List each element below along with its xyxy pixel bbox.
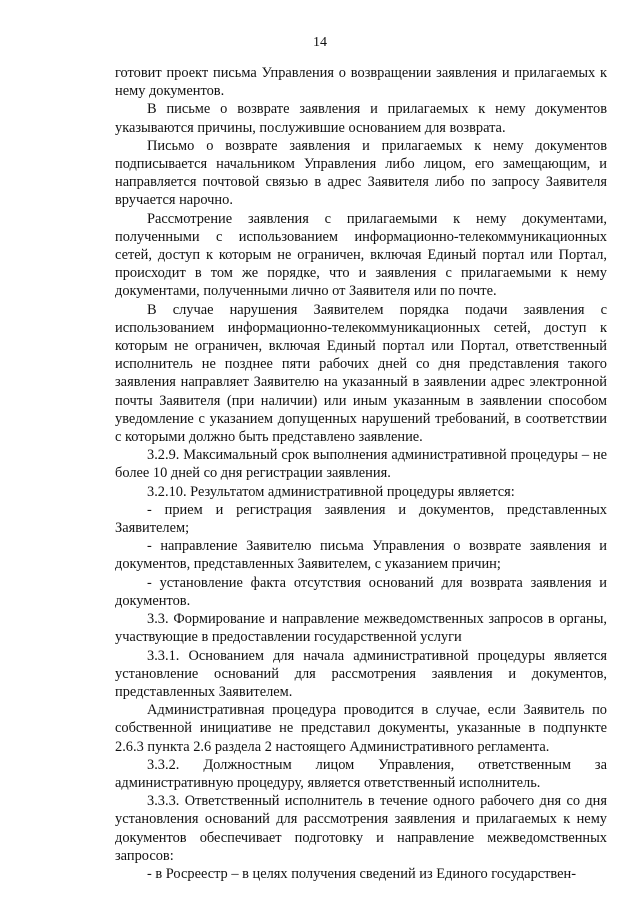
paragraph: Административная процедура проводится в случае, если Заявитель по собственной инициативе не представил документы, указанные в подпункте 2.6.3 пункта 2.6 раздела 2 настоящего Административного регламента. [115,702,607,755]
list-item: - установление факта отсутствия оснований для возврата заявления и документов. [115,574,607,609]
list-item: - направление Заявителю письма Управления о возврате заявления и документов, представленных Заявителем, с указанием причин; [115,538,607,573]
paragraph: 3.2.9. Максимальный срок выполнения административной процедуры – не более 10 дней со дня регистрации заявления. [115,447,607,482]
paragraph: В случае нарушения Заявителем порядка подачи заявления с использованием информационно-телекоммуникационных сетей, доступ к которым не ограничен, включая Единый портал или Портал, ответственный исполнитель не позднее пяти рабочих дней со дня представления такого заявления направляет Заявителю на указанный в заявлении адрес электронной почты Заявителя (при наличии) или иным указанным в заявлении способом уведомление с указанием допущенных нарушений требований, в соответствии с которыми должно быть представлено заявление. [115,301,607,446]
list-item: - прием и регистрация заявления и документов, представленных Заявителем; [115,501,607,537]
paragraph: 3.2.10. Результатом административной процедуры является: [147,483,515,500]
paragraph: Письмо о возврате заявления и прилагаемых к нему документов подписывается начальником Управления либо лицом, его замещающим, и направляется почтовой связью в адрес Заявителя либо по запросу Заявителя вручается нарочно. [115,137,607,209]
paragraph: Рассмотрение заявления с прилагаемыми к нему документами, полученными с использованием информационно-телекоммуникационных сетей, доступ к которым не ограничен, включая Единый портал или Портал, происходит в том же порядке, что и заявления с прилагаемыми к нему документами, полученными лично от Заявителя или по почте. [115,210,607,300]
section-heading: 3.3. Формирование и направление межведомственных запросов в органы, участвующие в предоставлении государственной услуги [115,611,607,646]
paragraph: готовит проект письма Управления о возвращении заявления и прилагаемых к нему документов. [115,65,607,100]
paragraph: 3.3.3. Ответственный исполнитель в течение одного рабочего дня со дня установления оснований для рассмотрения заявления и прилагаемых к нему документов обеспечивает подготовку и направление межведомственных запросов: [115,793,607,864]
list-item: - в Росреестр – в целях получения сведений из Единого государствен- [147,865,577,882]
paragraph: 3.3.1. Основанием для начала административной процедуры является установление оснований для рассмотрения заявления и документов, представленных Заявителем. [115,647,607,700]
paragraph: В письме о возврате заявления и прилагаемых к нему документов указываются причины, послужившие основанием для возврата. [115,101,607,136]
paragraph: 3.3.2. Должностным лицом Управления, ответственным за административную процедуру, является ответственный исполнитель. [115,756,607,791]
document-body [115,64,607,883]
page-number: 14 [313,35,327,50]
